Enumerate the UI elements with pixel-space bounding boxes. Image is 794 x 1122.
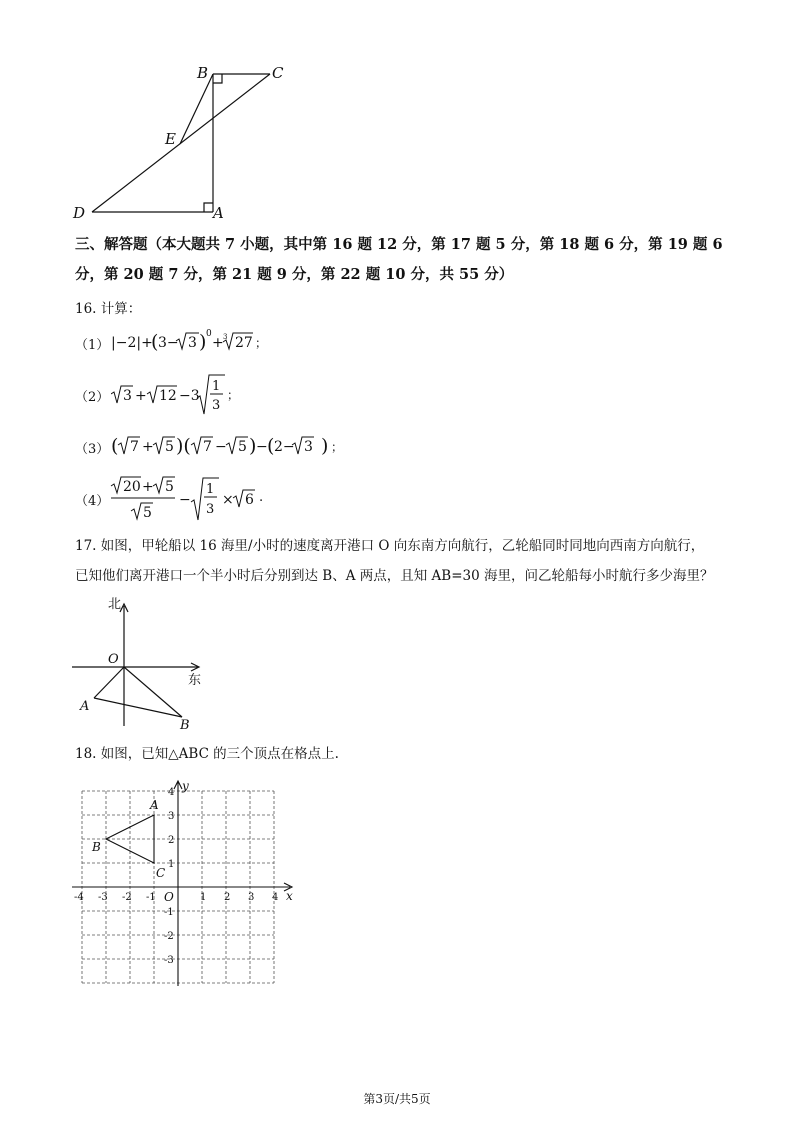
y-axis-label: y <box>182 779 189 793</box>
y-tick-label: -1 <box>164 907 174 918</box>
svg-text:(: ( <box>111 435 119 457</box>
x-tick-label: -2 <box>122 892 132 903</box>
x-tick-label: -1 <box>146 892 156 903</box>
y-tick-label: 1 <box>168 859 175 870</box>
svg-text:+: + <box>135 388 147 404</box>
label-c: C <box>272 64 284 82</box>
svg-text:5: 5 <box>165 439 174 455</box>
y-tick-label: 4 <box>168 787 175 798</box>
q16-stem: 16. 计算： <box>75 301 142 317</box>
point-label-c: C <box>156 866 166 880</box>
part-tail: . <box>259 490 264 505</box>
svg-text:7: 7 <box>203 439 212 455</box>
origin-label: O <box>164 890 174 904</box>
part-tail: ； <box>331 440 344 454</box>
label-east: 东 <box>188 673 202 688</box>
svg-text:+: + <box>142 479 154 495</box>
expression-3-close <box>321 430 331 460</box>
svg-text:5: 5 <box>238 439 247 455</box>
label-e: E <box>165 130 176 148</box>
part-number: （2） <box>75 390 110 405</box>
svg-text:3: 3 <box>188 335 197 351</box>
svg-text:): ) <box>321 435 329 457</box>
q17-line2: 已知他们离开港口一个半小时后分别到达 B、A 两点，且知 AB=30 海里，问乙轮船每小时航行多少海里？ <box>75 568 714 584</box>
svg-text:−: − <box>179 492 191 508</box>
svg-text:): ) <box>199 331 207 353</box>
q18-text: 18. 如图，已知△ABC 的三个顶点在格点上. <box>75 746 339 762</box>
right-angle-mark-b <box>213 74 222 83</box>
svg-text:1: 1 <box>212 379 221 394</box>
figure-grid <box>66 778 306 992</box>
label-a: A <box>80 699 90 714</box>
part-number: （4） <box>75 494 110 509</box>
svg-text:−: − <box>215 439 227 455</box>
q17-line1: 17. 如图，甲轮船以 16 海里/小时的速度离开港口 O 向东南方向航行，乙轮船同时同地向西南方向航行， <box>75 538 705 554</box>
part-tail: ； <box>255 336 268 350</box>
x-tick-label: -4 <box>74 892 84 903</box>
label-north: 北 <box>108 597 122 612</box>
point-label-a: A <box>150 798 159 812</box>
svg-text:3: 3 <box>304 439 313 455</box>
svg-text:−3: −3 <box>179 388 200 404</box>
svg-text:3: 3 <box>206 502 215 517</box>
y-tick-label: -2 <box>164 931 174 942</box>
expression-2 <box>111 372 291 416</box>
label-d: D <box>73 204 86 222</box>
svg-text:0: 0 <box>206 329 212 339</box>
page-number: 第3页/共5页 <box>363 1092 431 1106</box>
label-o: O <box>108 652 119 667</box>
figure-compass <box>68 592 218 734</box>
svg-text:1: 1 <box>206 482 215 497</box>
label-b: B <box>197 64 209 82</box>
svg-text:|−2|+: |−2|+ <box>111 335 153 351</box>
svg-text:+: + <box>212 335 224 351</box>
svg-text:−: − <box>256 439 268 455</box>
point-label-b: B <box>92 840 101 854</box>
part-number: （3） <box>75 442 110 457</box>
x-tick-label: 3 <box>248 892 255 903</box>
y-tick-label: -3 <box>164 955 174 966</box>
svg-text:(: ( <box>267 435 275 457</box>
label-b: B <box>180 718 190 733</box>
svg-text:2−: 2− <box>274 439 295 455</box>
svg-text:(: ( <box>151 331 159 353</box>
segment-ab <box>94 698 182 717</box>
svg-text:3: 3 <box>223 333 228 341</box>
svg-text:+: + <box>142 439 154 455</box>
x-tick-label: -3 <box>98 892 108 903</box>
x-tick-label: 2 <box>224 892 231 903</box>
svg-text:3−: 3− <box>158 335 179 351</box>
part-number: （1） <box>75 338 110 353</box>
svg-text:)(: )( <box>176 435 191 457</box>
y-tick-label: 2 <box>168 835 175 846</box>
svg-text:): ) <box>249 435 257 457</box>
x-tick-label: 1 <box>200 892 207 903</box>
svg-text:27: 27 <box>235 335 253 351</box>
part-tail: ； <box>227 388 240 402</box>
svg-text:5: 5 <box>165 479 174 495</box>
svg-text:×: × <box>222 492 234 508</box>
svg-text:20: 20 <box>123 479 141 495</box>
svg-text:5: 5 <box>143 505 152 521</box>
svg-text:12: 12 <box>159 388 177 404</box>
x-tick-label: 4 <box>272 892 279 903</box>
svg-text:7: 7 <box>130 439 139 455</box>
x-axis-label: x <box>286 889 293 903</box>
svg-text:3: 3 <box>212 398 221 413</box>
segment-ob <box>124 667 182 717</box>
label-a: A <box>213 204 224 222</box>
right-angle-mark-a <box>204 203 213 212</box>
figure-triangle-bcead <box>60 58 300 226</box>
section-heading: 三、解答题（本大题共 7 小题，其中第 16 题 12 分，第 17 题 5 分，第 18 题 6 分，第 19 题 6 分，第 20 题 7 分，第 21 题 9 分，第 22 题 10 分，共 55 分） <box>75 236 723 283</box>
svg-text:3: 3 <box>123 388 132 404</box>
segment-oa <box>94 667 124 698</box>
svg-text:6: 6 <box>245 492 254 508</box>
expression-3 <box>111 430 321 460</box>
segment-be <box>180 74 213 144</box>
y-tick-label: 3 <box>168 811 175 822</box>
